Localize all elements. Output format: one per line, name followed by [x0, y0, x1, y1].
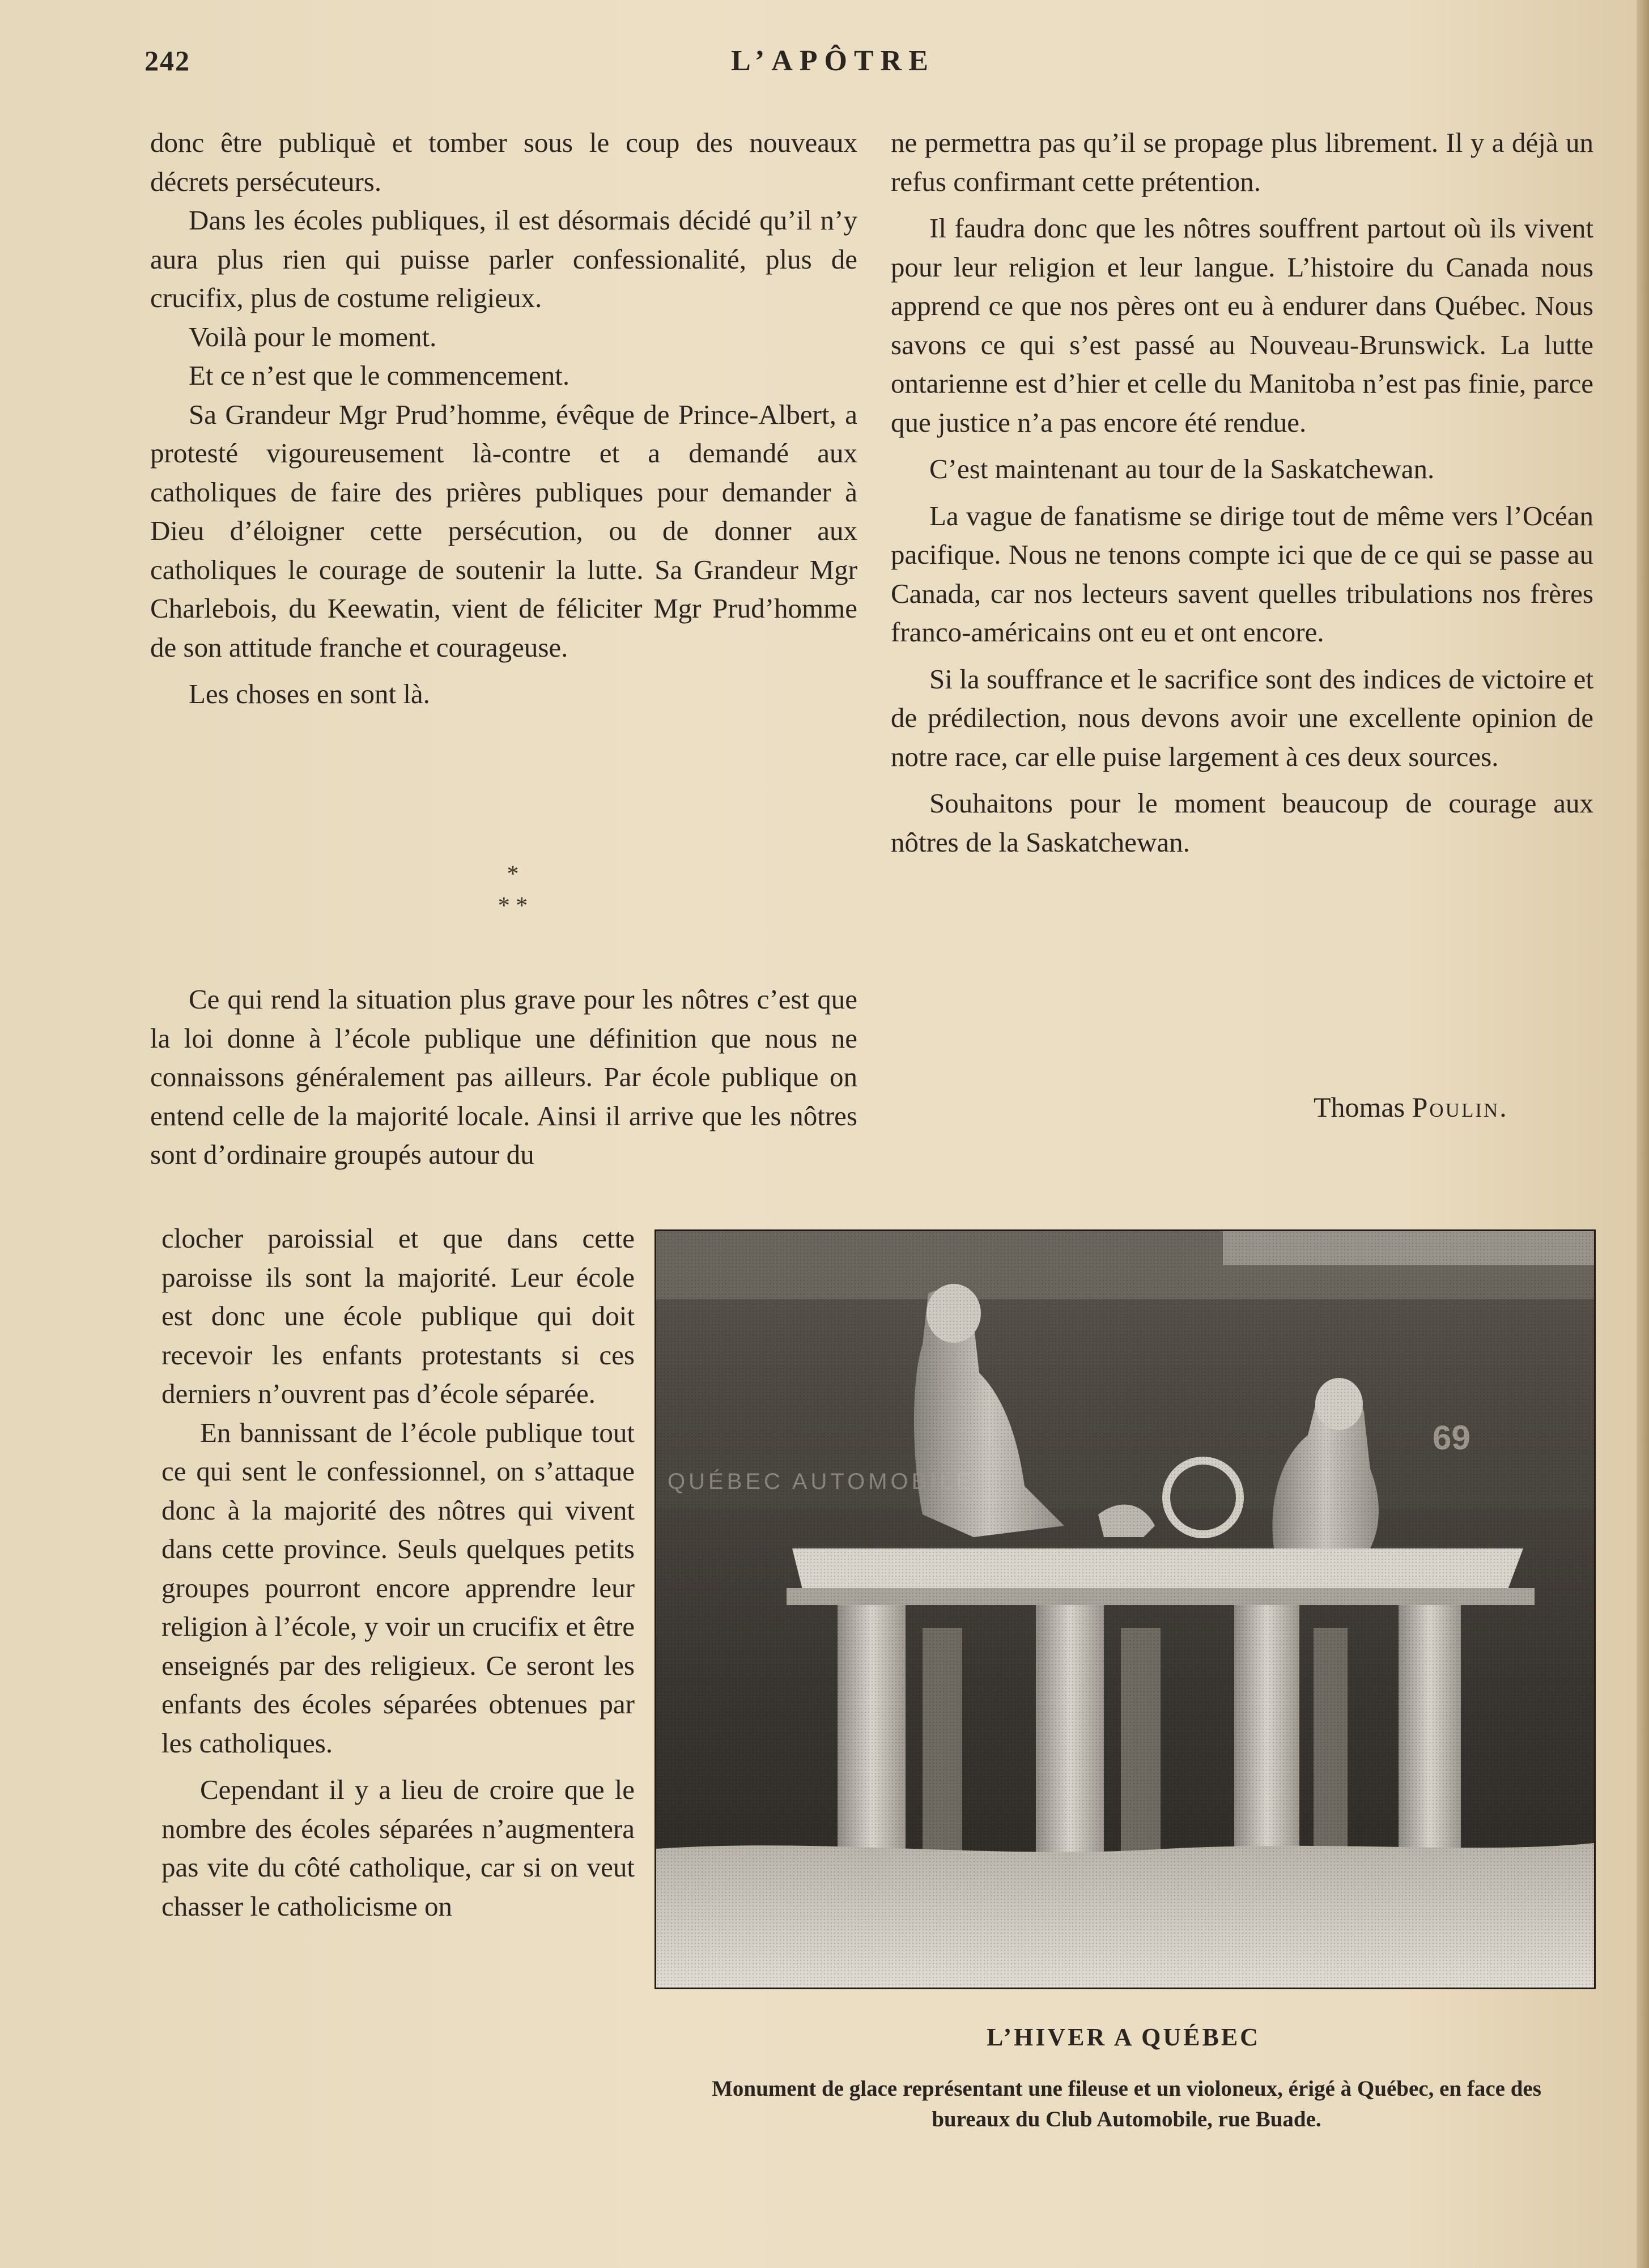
paragraph: Souhaitons pour le moment beaucoup de courage aux nôtres de la Saskatchewan.: [891, 788, 1593, 858]
caption-title: L’HIVER A QUÉBEC: [987, 2023, 1260, 2051]
section-separator: [479, 858, 547, 922]
page-spine-edge: [1637, 0, 1649, 2268]
author-last-name: Poulin.: [1412, 1091, 1508, 1123]
separator-star-bottom: * *: [498, 893, 528, 919]
ice-monument-photo: [654, 1229, 1596, 1989]
page-number: 242: [144, 45, 190, 76]
narrow-column: [162, 1219, 635, 1926]
journal-title: L’APÔTRE: [731, 45, 935, 77]
paragraph: Il faudra donc que les nôtres souffrent partout où ils vivent pour leur religion et leur langue. L’histoire du Canada nous apprend ce que nos pères ont eu à endurer dans Québec. Nous savons ce qui s’est passé au Nouveau-Brunswick. La lutte ontarienne est d’hier et celle du Manitoba n’est pas finie, parce que justice n’a pas encore été rendue.: [891, 212, 1593, 438]
author-first-name: Thomas: [1314, 1091, 1405, 1123]
paragraph: Voilà pour le moment.: [189, 321, 437, 352]
paragraph: Et ce n’est que le commencement.: [189, 360, 570, 391]
paragraph: Si la souffrance et le sacrifice sont des indices de victoire et de prédilection, nous devons avoir une excellente opinion de notre race, car elle puise largement à ces deux sources.: [891, 663, 1593, 772]
paragraph: donc être publiquè et tomber sous le coup des nouveaux décrets persécuteurs.: [150, 127, 857, 197]
paragraph: C’est maintenant au tour de la Saskatchewan.: [929, 453, 1435, 484]
left-column: [150, 124, 857, 714]
right-column: [891, 124, 1593, 862]
photo-illustration: [656, 1231, 1594, 1988]
paragraph: Dans les écoles publiques, il est désormais décidé qu’il n’y aura plus rien qui puisse parler confessionalité, plus de crucifix, plus de costume religieux.: [150, 205, 857, 313]
paragraph: Ce qui rend la situation plus grave pour les nôtres c’est que la loi donne à l’école publique une définition que nous ne connaissons généralement pas ailleurs. Par école publique on entend celle de la majorité locale. Ainsi il arrive que les nôtres sont d’ordinaire groupés autour du: [150, 984, 857, 1170]
caption-text: Monument de glace représentant une fileuse et un violoneux, érigé à Québec, en face des bureaux du Club Automobile, rue Buade.: [712, 2076, 1541, 2131]
paragraph: Cependant il y a lieu de croire que le nombre des écoles séparées n’augmentera pas vite du côté catholique, car si on veut chasser le catholicisme on: [162, 1774, 635, 1922]
author-signature: [1314, 1091, 1508, 1124]
separator-star-top: *: [507, 861, 519, 887]
paragraph: clocher paroissial et que dans cette paroisse ils sont la majorité. Leur école est donc une école publique qui doit recevoir les enfants protestants si ces derniers n’ouvrent pas d’école séparée.: [162, 1223, 635, 1409]
left-column-lower: [150, 980, 857, 1175]
paragraph: Sa Grandeur Mgr Prud’homme, évêque de Prince-Albert, a protesté vigoureusement là-contre et a demandé aux catholiques de faire des prières publiques pour demander à Dieu d’éloigner cette persécution, ou de donner aux catholiques le courage de soutenir la lutte. Sa Grandeur Mgr Charlebois, du Keewatin, vient de féliciter Mgr Prud’homme de son attitude franche et courageuse.: [150, 398, 857, 663]
paragraph: ne permettra pas qu’il se propage plus librement. Il y a déjà un refus confirmant cette prétention.: [891, 127, 1593, 197]
paragraph: Les choses en sont là.: [189, 678, 430, 709]
paragraph: La vague de fanatisme se dirige tout de même vers l’Océan pacifique. Nous ne tenons compte ici que de ce qui se passe au Canada, car nos lecteurs savent quelles tribulations nos frères franco-américains ont eu et ont encore.: [891, 500, 1593, 648]
paragraph: En bannissant de l’école publique tout ce qui sent le confessionnel, on s’attaque donc à la majorité des nôtres qui vivent dans cette province. Seuls quelques petits groupes pourront encore apprendre leur religion à l’école, y voir un crucifix et être enseignés par des religieux. Ce seront les enfants des écoles séparées obtenues par les catholiques.: [162, 1416, 635, 1759]
